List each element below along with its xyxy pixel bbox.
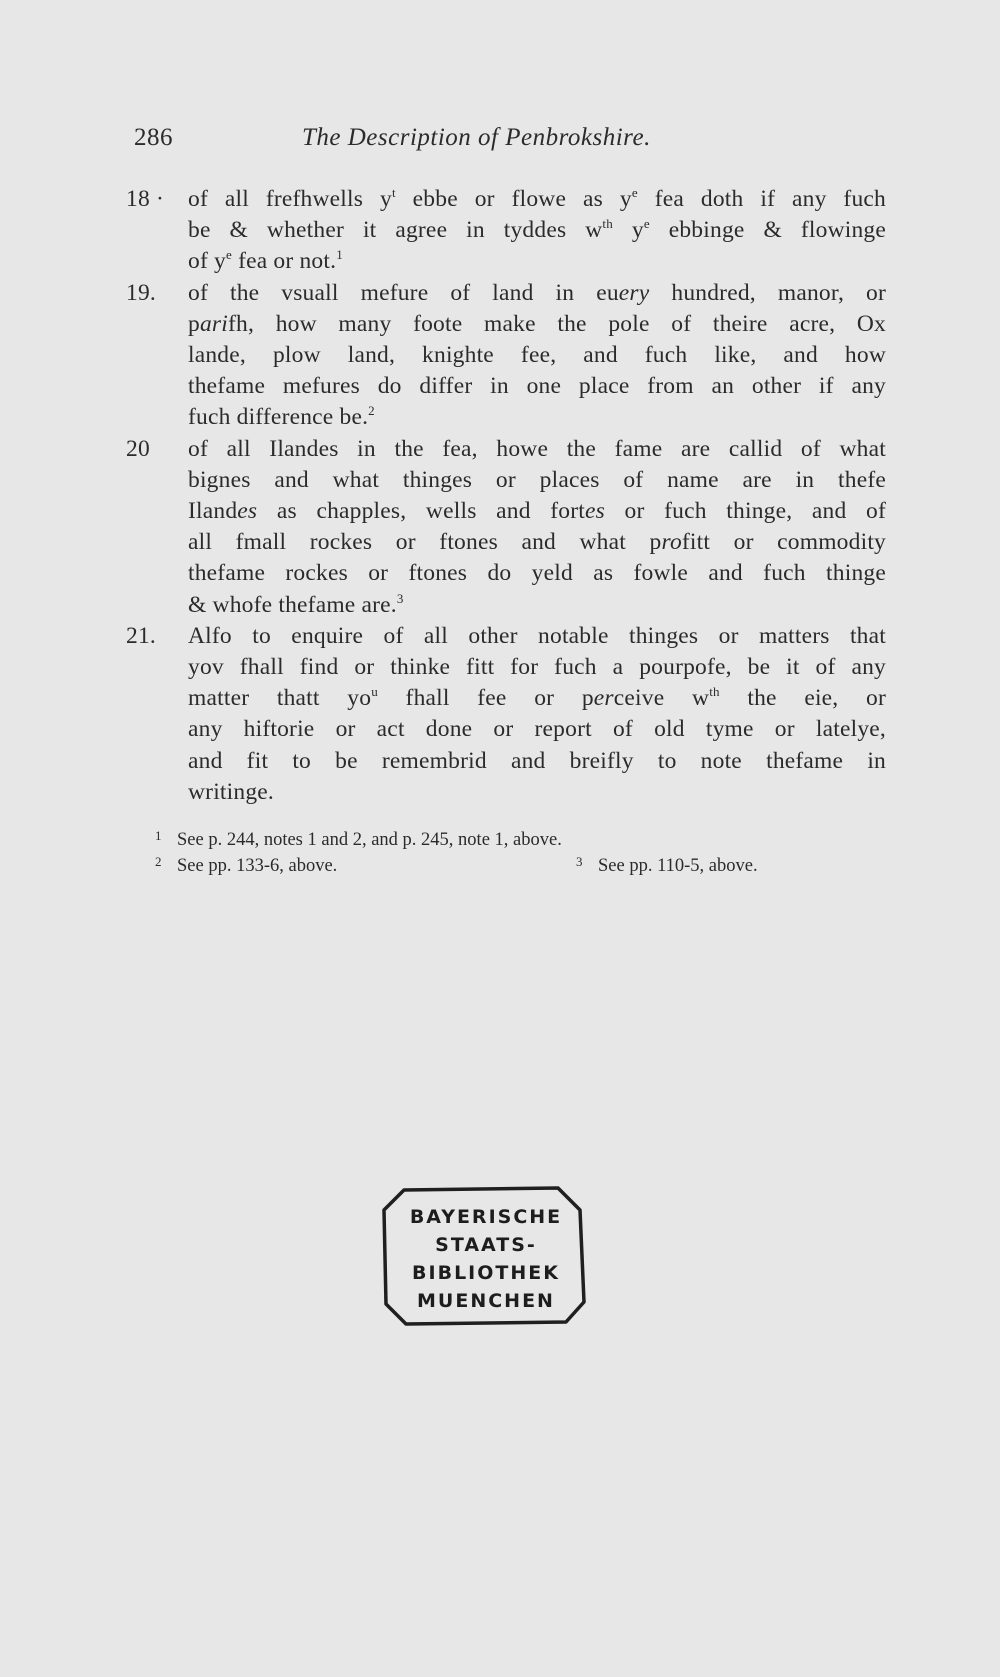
entry-line xyxy=(188,652,886,683)
running-head xyxy=(134,124,714,164)
text-run: p xyxy=(188,310,200,337)
superscript: e xyxy=(226,247,232,263)
text-run: or fuch thinge, and of xyxy=(604,498,886,525)
text-run: ebbe or flowe as y xyxy=(395,186,632,212)
text-run: thefame mefures do differ in one place from an other if any xyxy=(188,373,886,400)
entry-line xyxy=(188,371,886,402)
stamp-line-3: BIBLIOTHEK xyxy=(412,1262,560,1284)
text-run: yov fhall find or thinke fitt for fuch a pourpofe, be it of any xyxy=(188,654,886,681)
text-run: Alfo to enquire of all other notable thinges or matters that xyxy=(188,622,886,649)
italic-expansion: er xyxy=(593,685,614,712)
superscript: 3 xyxy=(396,590,404,606)
text-run: ebbinge & flowinge xyxy=(649,217,886,244)
entry-number: 20 xyxy=(126,435,150,462)
superscript: 1 xyxy=(336,247,343,263)
text-run: fhall fee or p xyxy=(377,685,594,712)
entry-number: 19. xyxy=(126,279,156,306)
entry-line xyxy=(188,590,886,621)
enquiry-entry xyxy=(126,434,886,621)
italic-expansion: ro xyxy=(661,529,682,556)
library-stamp xyxy=(382,1184,590,1326)
entry-line xyxy=(188,527,886,558)
text-run: fh, how many foote make the pole of theire acre, Ox xyxy=(227,310,886,337)
text-run: & whofe thefame are. xyxy=(188,591,397,618)
entry-line xyxy=(188,714,886,745)
entry-line xyxy=(188,777,886,808)
superscript: t xyxy=(391,185,396,200)
text-run: as chapples, wells and fort xyxy=(257,498,585,525)
text-run: be & whether it agree in tyddes w xyxy=(188,217,603,244)
running-title: The Description of Penbrokshire. xyxy=(302,124,651,151)
entry-line xyxy=(188,746,886,777)
entry-number: 21. xyxy=(126,622,156,649)
superscript: th xyxy=(602,216,613,232)
entry-line xyxy=(188,340,886,371)
entry-line xyxy=(188,215,886,246)
entry-number: 18 · xyxy=(126,186,165,212)
text-run: hundred, manor, or xyxy=(649,279,886,306)
enquiry-entry xyxy=(126,278,886,434)
text-run: lande, plow land, knighte fee, and fuch like, and how xyxy=(188,342,886,369)
text-run: fea or not. xyxy=(232,248,337,275)
text-run: y xyxy=(612,217,644,244)
entry-line xyxy=(188,246,886,277)
entry-line xyxy=(188,184,886,215)
entry-line xyxy=(188,402,886,433)
text-run: fuch difference be. xyxy=(188,404,369,431)
footnote-mark: 3 xyxy=(576,854,583,869)
text-run: any hiftorie or act done or report of old tyme or latelye, xyxy=(188,716,886,743)
entry-line xyxy=(188,683,887,714)
text-run: thefame rockes or ftones do yeld as fowle and fuch thinge xyxy=(188,560,886,587)
stamp-line-2: STAATS- xyxy=(435,1234,537,1256)
text-run: fitt or commodity xyxy=(681,529,886,556)
enquiry-list xyxy=(126,184,886,808)
footnote-1 xyxy=(155,827,815,853)
text-run: writinge. xyxy=(188,778,274,805)
entry-line xyxy=(188,309,886,340)
superscript: e xyxy=(631,185,638,200)
footnotes xyxy=(155,827,815,879)
text-run: Iland xyxy=(188,498,238,525)
text-run: bignes and what thinges or places of name are in thefe xyxy=(188,466,886,493)
enquiry-entry xyxy=(126,184,886,278)
footnote-3 xyxy=(576,853,758,879)
entry-line xyxy=(188,558,886,589)
enquiry-entry xyxy=(126,621,886,808)
footnote-text: See pp. 133-6, above. xyxy=(177,856,338,876)
entry-line xyxy=(188,465,886,496)
footnote-text: See pp. 110-5, above. xyxy=(598,856,758,876)
footnote-mark: 1 xyxy=(155,828,162,843)
text-run: matter thatt yo xyxy=(188,685,372,712)
text-run: of all frefhwells y xyxy=(188,186,392,212)
text-run: of all Ilandes in the fea, howe the fame are callid of what xyxy=(188,435,886,462)
text-run: the eie, or xyxy=(719,685,887,712)
text-run: of the vsuall mefure of land in eu xyxy=(188,279,619,306)
text-run: all fmall rockes or ftones and what p xyxy=(188,529,662,556)
italic-expansion: es xyxy=(237,498,258,525)
footnote-mark: 2 xyxy=(155,854,162,869)
superscript: u xyxy=(371,684,378,700)
page-number: 286 xyxy=(134,124,173,151)
italic-expansion: ery xyxy=(618,279,650,306)
stamp-line-4: MUENCHEN xyxy=(417,1290,555,1312)
entry-line xyxy=(188,278,886,309)
entry-line xyxy=(188,496,886,527)
footnote-2 xyxy=(155,853,337,879)
italic-expansion: ari xyxy=(199,310,228,337)
text-run: ceive w xyxy=(613,685,710,712)
text-run: fea doth if any fuch xyxy=(637,186,886,212)
text-run: and fit to be remembrid and breifly to note thefame in xyxy=(188,747,886,774)
superscript: th xyxy=(709,684,720,700)
italic-expansion: es xyxy=(584,498,605,525)
superscript: 2 xyxy=(368,403,375,419)
text-run: of y xyxy=(188,248,227,275)
entry-line xyxy=(188,434,886,465)
entry-line xyxy=(188,621,886,652)
superscript: e xyxy=(643,216,650,232)
footnote-text: See p. 244, notes 1 and 2, and p. 245, note 1, above. xyxy=(177,830,562,850)
stamp-line-1: BAYERISCHE xyxy=(409,1206,563,1228)
